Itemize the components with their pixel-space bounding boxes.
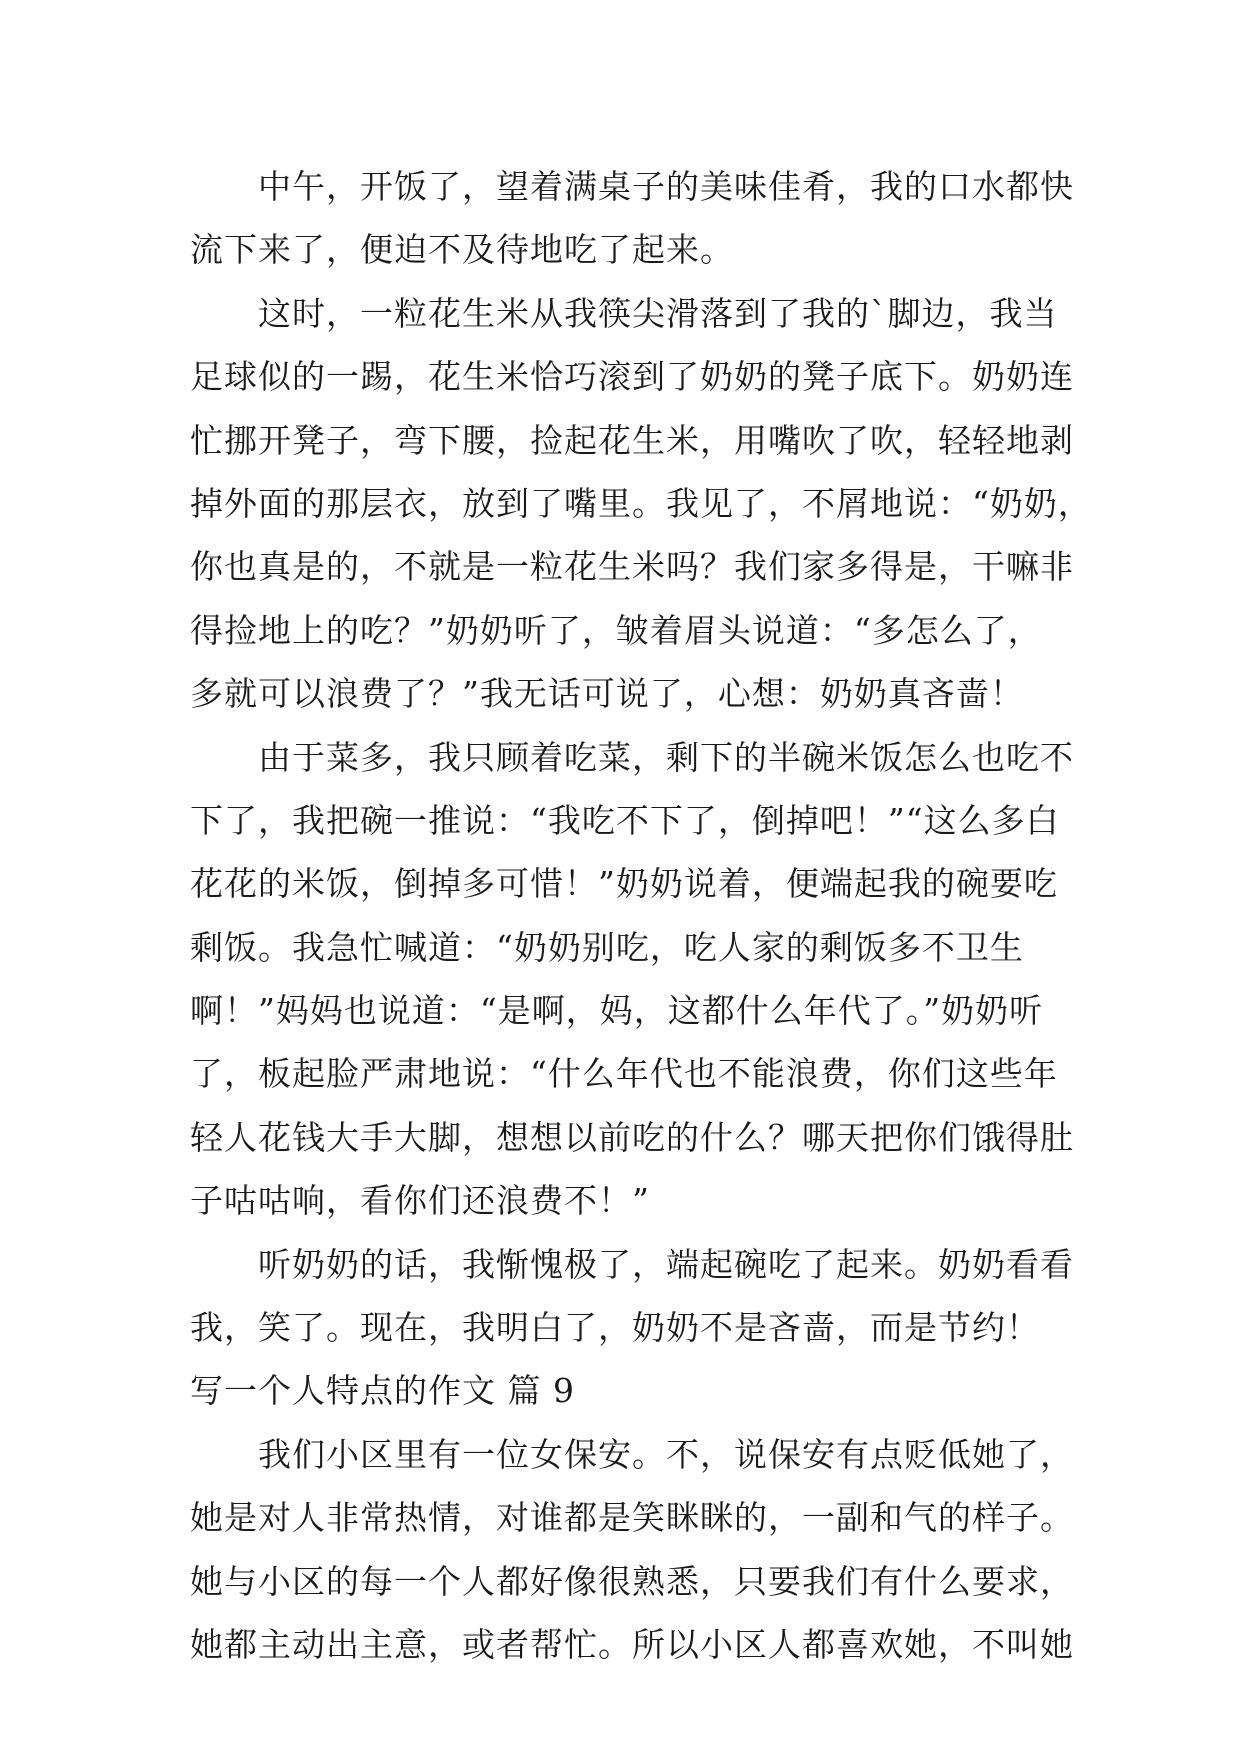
text-line: 忙挪开凳子，弯下腰，捡起花生米，用嘴吹了吹，轻轻地剥 [190,420,1074,460]
text-line: 轻人花钱大手大脚，想想以前吃的什么？哪天把你们饿得肚 [190,1117,1074,1157]
text-line: 我，笑了。现在，我明白了，奶奶不是吝啬，而是节约！ [190,1308,1040,1348]
text-line: 啊！”妈妈也说道：“是啊，妈，这都什么年代了。”奶奶听 [190,991,1044,1031]
text-line: 这时，一粒花生米从我筷尖滑落到了我的`脚边，我当 [258,293,1058,333]
section-heading: 写一个人特点的作文 篇 9 [190,1371,575,1411]
text-line: 花花的米饭，倒掉多可惜！”奶奶说着，便端起我的碗要吃 [190,864,1058,904]
text-line: 她是对人非常热情，对谁都是笑眯眯的，一副和气的样子。 [190,1498,1074,1538]
text-line: 了，板起脸严肃地说：“什么年代也不能浪费，你们这些年 [190,1054,1058,1094]
text-line: 你也真是的，不就是一粒花生米吗？我们家多得是，干嘛非 [190,547,1074,587]
text-line: 她与小区的每一个人都好像很熟悉，只要我们有什么要求， [190,1561,1074,1601]
text-line: 中午，开饭了，望着满桌子的美味佳肴，我的口水都快 [258,167,1074,206]
text-line: 多就可以浪费了？”我无话可说了，心想：奶奶真吝啬！ [190,674,1024,714]
text-line: 下了，我把碗一推说：“我吃不下了，倒掉吧！”“这么多白 [190,800,1060,840]
text-line: 剩饭。我急忙喊道：“奶奶别吃，吃人家的剩饭多不卫生 [190,927,1024,967]
text-line: 由于菜多，我只顾着吃菜，剩下的半碗米饭怎么也吃不 [258,737,1074,777]
essay-body [190,155,1092,1676]
text-line: 足球似的一踢，花生米恰巧滚到了奶奶的凳子底下。奶奶连 [190,357,1074,397]
text-line: 她都主动出主意，或者帮忙。所以小区人都喜欢她，不叫她 [190,1624,1074,1664]
text-line: 子咕咕响，看你们还浪费不！” [190,1181,650,1221]
text-line: 得捡地上的吃？”奶奶听了，皱着眉头说道：“多怎么了， [190,610,1042,650]
text-line: 我们小区里有一位女保安。不，说保安有点贬低她了， [258,1434,1074,1474]
text-line: 流下来了，便迫不及待地吃了起来。 [190,230,734,270]
text-line: 掉外面的那层衣，放到了嘴里。我见了，不屑地说：“奶奶， [190,483,1092,523]
text-line: 听奶奶的话，我惭愧极了，端起碗吃了起来。奶奶看看 [258,1244,1074,1284]
